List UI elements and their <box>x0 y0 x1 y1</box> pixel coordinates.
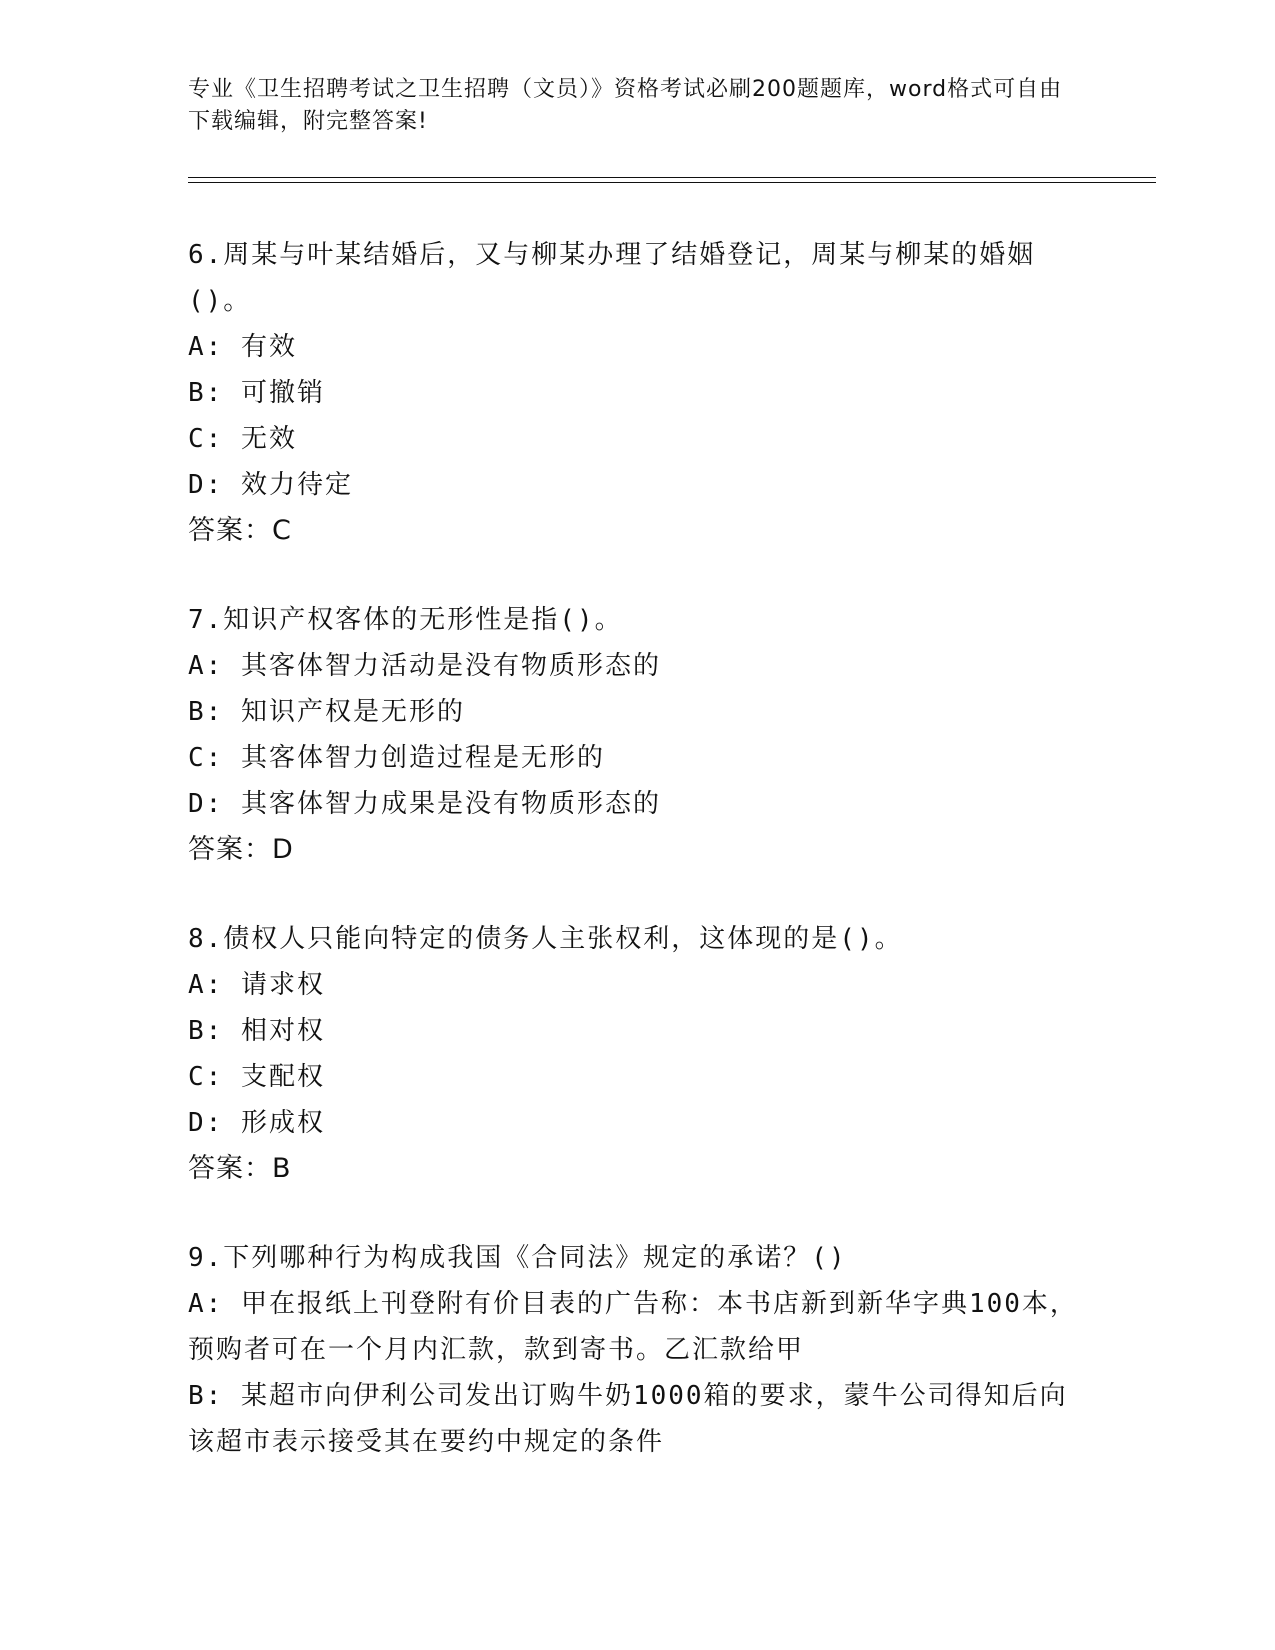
option-letter: C: <box>188 743 224 773</box>
answer-line: 答案：B <box>188 1153 292 1184</box>
option-b <box>188 1008 1088 1054</box>
option-text: 甲在报纸上刊登附有价目表的广告称：本书店新到新华字典100本，预购者可在一个月内汇款，款到寄书。乙汇款给甲 <box>188 1289 1078 1365</box>
option-letter: A: <box>188 970 224 1000</box>
option-letter: B: <box>188 697 224 727</box>
option-text: 其客体智力活动是没有物质形态的 <box>240 651 661 681</box>
option-text: 知识产权是无形的 <box>240 697 465 727</box>
option-letter: B: <box>188 1016 224 1046</box>
header-text: 专业《卫生招聘考试之卫生招聘（文员）》资格考试必刷200题题库，word格式可自由下载编辑，附完整答案! <box>188 77 1063 134</box>
option-text: 其客体智力创造过程是无形的 <box>240 743 605 773</box>
option-text: 有效 <box>240 332 297 362</box>
document-header <box>188 74 1068 138</box>
option-c <box>188 416 1088 462</box>
option-text: 可撤销 <box>240 378 325 408</box>
question-6 <box>188 232 1088 554</box>
option-text: 支配权 <box>240 1062 325 1092</box>
question-stem: 8.债权人只能向特定的债务人主张权利，这体现的是()。 <box>188 924 903 954</box>
question-8 <box>188 916 1088 1192</box>
answer-line: 答案：C <box>188 515 292 546</box>
option-text: 形成权 <box>240 1108 325 1138</box>
option-letter: C: <box>188 1062 224 1092</box>
option-b <box>188 689 1088 735</box>
question-stem: 7.知识产权客体的无形性是指()。 <box>188 605 623 635</box>
option-b <box>188 1373 1088 1465</box>
option-letter: B: <box>188 1381 224 1411</box>
option-letter: D: <box>188 1108 224 1138</box>
option-text: 无效 <box>240 424 297 454</box>
header-divider-bottom <box>188 182 1156 183</box>
question-list <box>188 232 1088 1508</box>
header-divider-top <box>188 177 1156 178</box>
option-text: 相对权 <box>240 1016 325 1046</box>
option-text: 其客体智力成果是没有物质形态的 <box>240 789 661 819</box>
option-letter: A: <box>188 1289 224 1319</box>
option-d <box>188 781 1088 827</box>
option-c <box>188 735 1088 781</box>
option-letter: D: <box>188 470 224 500</box>
option-letter: D: <box>188 789 224 819</box>
option-a <box>188 1281 1088 1373</box>
option-letter: A: <box>188 651 224 681</box>
option-a <box>188 643 1088 689</box>
option-letter: C: <box>188 424 224 454</box>
option-letter: B: <box>188 378 224 408</box>
option-text: 请求权 <box>240 970 325 1000</box>
option-a <box>188 962 1088 1008</box>
question-7 <box>188 597 1088 873</box>
question-stem: 9.下列哪种行为构成我国《合同法》规定的承诺？() <box>188 1243 847 1273</box>
option-b <box>188 370 1088 416</box>
answer-line: 答案：D <box>188 834 294 865</box>
question-9 <box>188 1235 1088 1465</box>
option-text: 某超市向伊利公司发出订购牛奶1000箱的要求，蒙牛公司得知后向该超市表示接受其在要约中规定的条件 <box>188 1381 1068 1457</box>
option-a <box>188 324 1088 370</box>
question-stem: 6.周某与叶某结婚后，又与柳某办理了结婚登记，周某与柳某的婚姻()。 <box>188 240 1036 316</box>
option-text: 效力待定 <box>240 470 353 500</box>
option-d <box>188 1100 1088 1146</box>
option-d <box>188 462 1088 508</box>
option-letter: A: <box>188 332 224 362</box>
option-c <box>188 1054 1088 1100</box>
